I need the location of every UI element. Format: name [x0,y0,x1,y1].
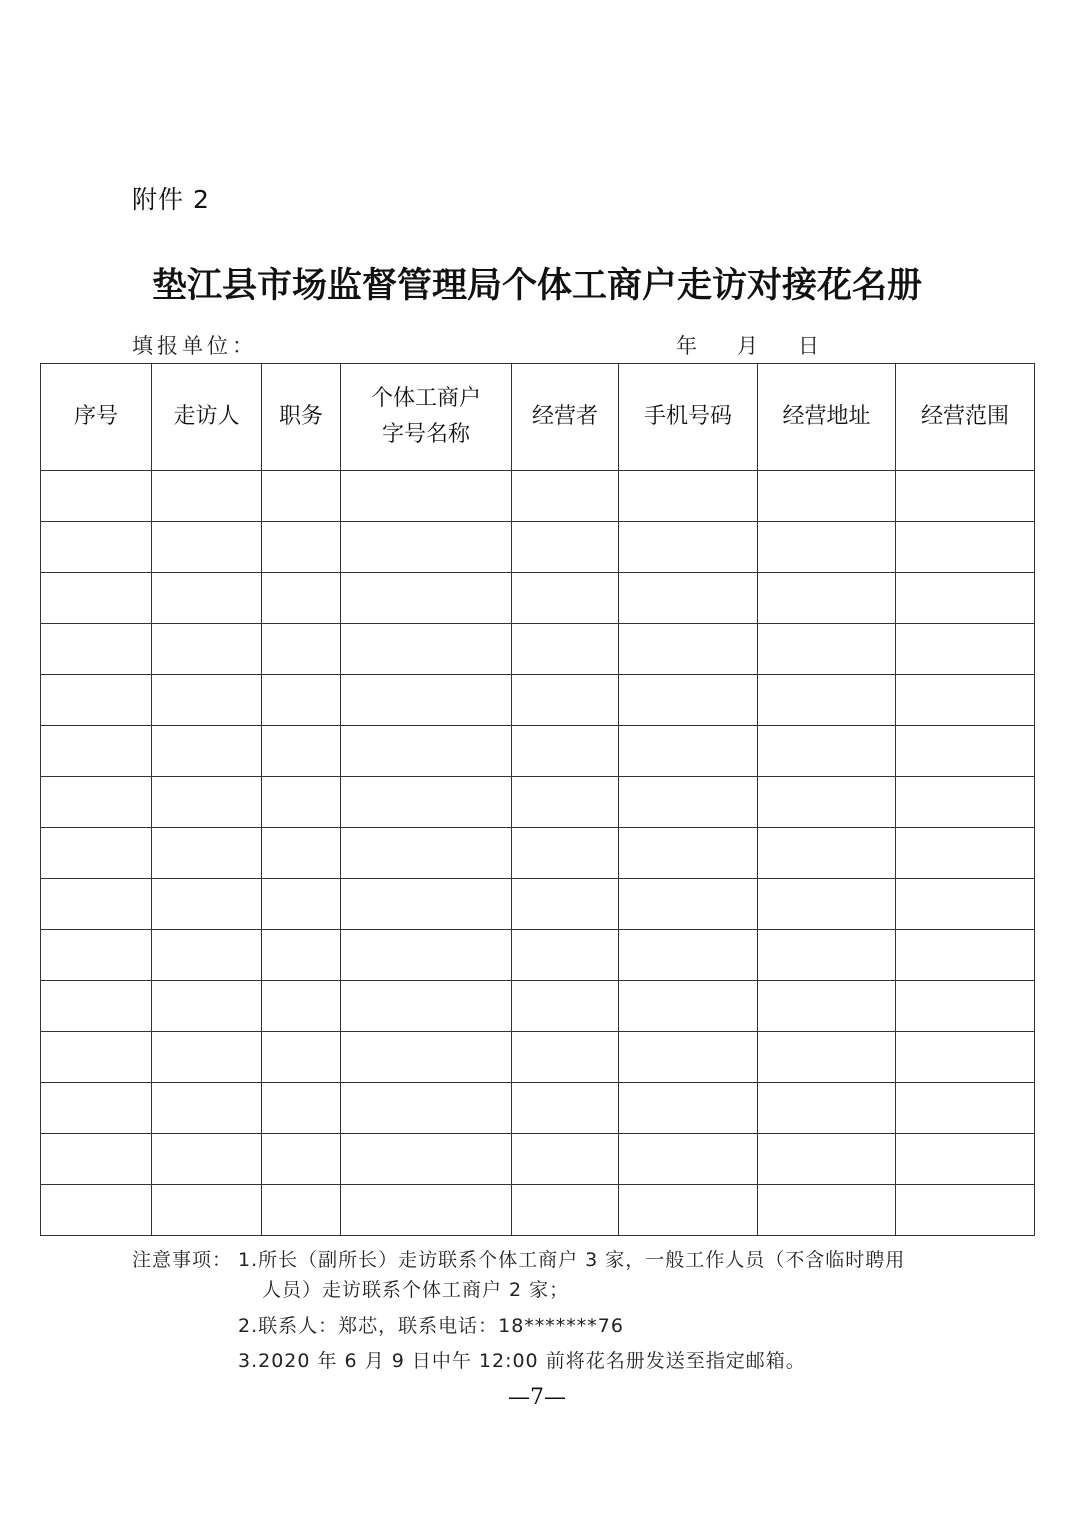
table-cell [152,726,262,777]
table-cell [758,828,896,879]
table-cell [896,828,1035,879]
table-cell [896,1134,1035,1185]
table-cell [619,1134,758,1185]
table-cell [758,1083,896,1134]
notes-prefix: 注意事项： [132,1249,233,1271]
reporting-unit-label: 填报单位： [132,334,257,358]
table-cell [512,1185,619,1236]
table-cell [758,471,896,522]
year-label: 年 [676,334,697,358]
table-cell [41,930,152,981]
attachment-label: 附件 2 [132,185,210,214]
table-cell [758,675,896,726]
table-row [41,624,1035,675]
table-cell [341,1032,512,1083]
table-cell [152,1185,262,1236]
header-phone-number: 手机号码 [619,364,758,471]
roster-table [40,363,1035,1236]
table-row [41,522,1035,573]
table-cell [341,1185,512,1236]
table-cell [262,930,341,981]
table-cell [262,1032,341,1083]
table-cell [262,777,341,828]
table-cell [619,522,758,573]
page-number: —7— [508,1385,566,1410]
table-cell [41,1185,152,1236]
table-cell [619,1032,758,1083]
table-row [41,1134,1035,1185]
table-cell [152,828,262,879]
table-cell [152,1032,262,1083]
table-row [41,726,1035,777]
table-cell [758,981,896,1032]
table-cell [896,777,1035,828]
table-cell [262,981,341,1032]
table-cell [262,828,341,879]
table-cell [41,828,152,879]
table-cell [41,522,152,573]
table-cell [41,573,152,624]
table-cell [41,1134,152,1185]
month-label: 月 [737,334,758,358]
table-cell [341,981,512,1032]
table-row [41,981,1035,1032]
table-row [41,675,1035,726]
table-cell [512,981,619,1032]
table-cell [619,573,758,624]
date-fields [676,330,859,360]
table-cell [512,471,619,522]
header-serial-number: 序号 [41,364,152,471]
table-cell [341,471,512,522]
header-business-scope: 经营范围 [896,364,1035,471]
table-cell [896,471,1035,522]
table-cell [512,726,619,777]
table-cell [341,624,512,675]
table-cell [152,573,262,624]
table-cell [262,1185,341,1236]
header-business-name-line1: 个体工商户 [370,386,481,411]
table-cell [262,573,341,624]
day-label: 日 [798,334,819,358]
table-cell [619,930,758,981]
table-cell [758,1134,896,1185]
table-cell [152,1134,262,1185]
table-row [41,1083,1035,1134]
table-cell [619,1083,758,1134]
header-position: 职务 [262,364,341,471]
table-cell [512,1134,619,1185]
table-cell [341,726,512,777]
table-cell [262,1134,341,1185]
table-cell [262,624,341,675]
header-business-name-line2: 字号名称 [381,422,470,447]
table-cell [758,522,896,573]
header-operator: 经营者 [512,364,619,471]
table-cell [152,1083,262,1134]
table-cell [512,624,619,675]
table-cell [341,522,512,573]
table-cell [341,930,512,981]
table-cell [152,981,262,1032]
table-cell [341,1134,512,1185]
table-cell [619,777,758,828]
table-row [41,828,1035,879]
table-cell [512,879,619,930]
table-cell [619,675,758,726]
table-cell [152,930,262,981]
table-cell [619,726,758,777]
table-cell [341,777,512,828]
table-cell [512,1083,619,1134]
table-cell [41,1083,152,1134]
table-cell [758,1032,896,1083]
table-cell [512,930,619,981]
table-cell [758,573,896,624]
table-cell [896,1083,1035,1134]
table-cell [41,675,152,726]
table-cell [152,471,262,522]
table-cell [262,675,341,726]
table-cell [896,675,1035,726]
table-cell [41,471,152,522]
table-cell [341,675,512,726]
table-cell [512,522,619,573]
table-cell [896,981,1035,1032]
table-cell [758,1185,896,1236]
table-cell [152,777,262,828]
table-cell [341,1083,512,1134]
table-cell [896,1185,1035,1236]
table-cell [619,624,758,675]
table-cell [512,828,619,879]
table-cell [758,930,896,981]
table-cell [896,726,1035,777]
table-cell [41,624,152,675]
table-cell [619,471,758,522]
document-title: 垫江县市场监督管理局个体工商户走访对接花名册 [151,265,922,306]
table-cell [758,726,896,777]
header-business-address: 经营地址 [758,364,896,471]
note-item-3: 3.2020 年 6 月 9 日中午 12:00 前将花名册发送至指定邮箱。 [238,1350,806,1372]
table-cell [619,828,758,879]
table-cell [262,1083,341,1134]
table-cell [758,777,896,828]
note-item-1-line-1: 1.所长（副所长）走访联系个体工商户 3 家，一般工作人员（不含临时聘用 [238,1249,906,1271]
table-cell [262,522,341,573]
table-cell [41,726,152,777]
table-cell [341,828,512,879]
table-row [41,573,1035,624]
table-header-row [41,364,1035,471]
header-visitor: 走访人 [152,364,262,471]
table-cell [341,879,512,930]
table-cell [896,930,1035,981]
table-cell [619,1185,758,1236]
table-cell [896,573,1035,624]
table-cell [341,573,512,624]
table-cell [262,726,341,777]
table-row [41,930,1035,981]
table-cell [512,675,619,726]
table-row [41,879,1035,930]
table-cell [896,624,1035,675]
table-cell [152,879,262,930]
table-row [41,1185,1035,1236]
table-row [41,471,1035,522]
table-cell [41,1032,152,1083]
table-row [41,777,1035,828]
table-cell [512,777,619,828]
table-cell [758,624,896,675]
table-cell [41,879,152,930]
table-cell [262,879,341,930]
table-cell [896,1032,1035,1083]
table-cell [512,1032,619,1083]
table-cell [619,879,758,930]
table-cell [758,879,896,930]
table-cell [41,777,152,828]
table-cell [152,624,262,675]
table-cell [41,981,152,1032]
note-item-1-line-2: 人员）走访联系个体工商户 2 家； [262,1279,570,1301]
note-item-2: 2.联系人：郑芯，联系电话：18*******76 [238,1315,624,1337]
table-cell [512,573,619,624]
table-body [41,471,1035,1236]
table-row [41,1032,1035,1083]
table-cell [152,522,262,573]
table-cell [262,471,341,522]
table-cell [152,675,262,726]
header-business-name [341,364,512,471]
table-cell [619,981,758,1032]
table-cell [896,879,1035,930]
table-cell [896,522,1035,573]
